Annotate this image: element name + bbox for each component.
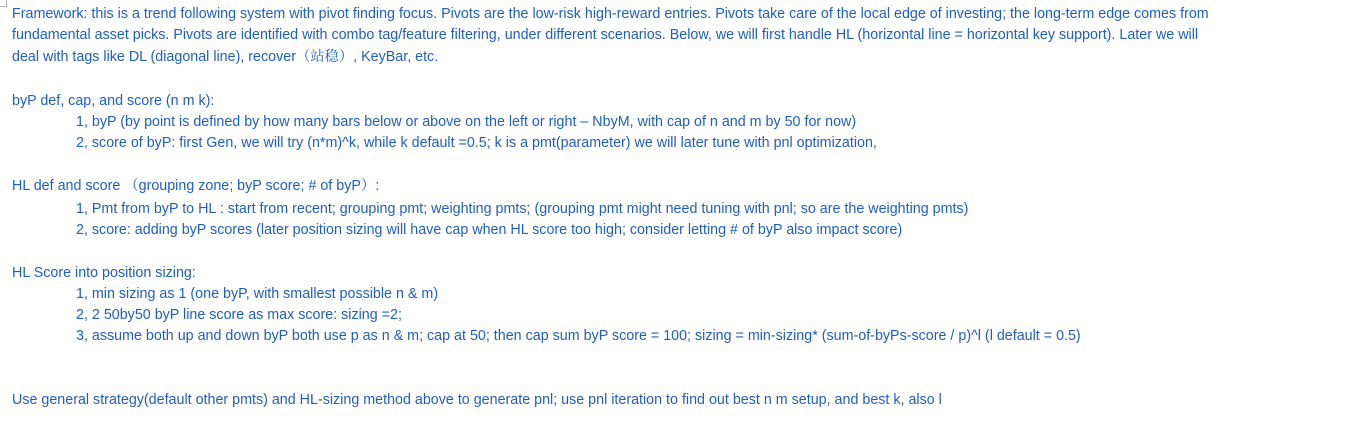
- byp-item-2: 2, score of byP: first Gen, we will try (n*m)^k, while k default =0.5; k is a pmt(parameter) we will later tune with pnl optimization,: [76, 135, 877, 151]
- byp-section-heading: byP def, cap, and score (n m k):: [12, 93, 215, 109]
- sizing-item-1: 1, min sizing as 1 (one byP, with smallest possible n & m): [76, 286, 439, 302]
- byp-item-1: 1, byP (by point is defined by how many bars below or above on the left or right – NbyM, with cap of n and m by 50 for now): [76, 114, 857, 130]
- conclusion-line: Use general strategy(default other pmts) and HL-sizing method above to generate pnl; use pnl iteration to find out best n m setup, and best k, also l: [12, 392, 942, 408]
- intro-line-1: Framework: this is a trend following system with pivot finding focus. Pivots are the low-risk high-reward entries. Pivots take care of the local edge of investing; the long-term edge comes from: [12, 6, 1209, 22]
- intro-line-2: fundamental asset picks. Pivots are identified with combo tag/feature filtering, under different scenarios. Below, we will first handle HL (horizontal line = horizontal key support). Later we will: [12, 27, 1199, 43]
- sizing-section-heading: HL Score into position sizing:: [12, 265, 196, 281]
- intro-line-3: deal with tags like DL (diagonal line), recover（站稳）, KeyBar, etc.: [12, 49, 439, 65]
- hl-section-heading: HL def and score （grouping zone; byP score; # of byP）:: [12, 178, 380, 194]
- sizing-item-2: 2, 2 50by50 byP line score as max score: sizing =2;: [76, 307, 402, 323]
- page-corner-marker: [0, 0, 7, 7]
- hl-item-2: 2, score: adding byP scores (later position sizing will have cap when HL score too high; consider letting # of byP also impact score): [76, 222, 903, 238]
- sizing-item-3: 3, assume both up and down byP both use p as n & m; cap at 50; then cap sum byP score = 100; sizing = min-sizing* (sum-of-byPs-score / p)^l (l default = 0.5): [76, 328, 1081, 344]
- hl-item-1: 1, Pmt from byP to HL : start from recent; grouping pmt; weighting pmts; (grouping pmt might need tuning with pnl; so are the weighting pmts): [76, 201, 969, 217]
